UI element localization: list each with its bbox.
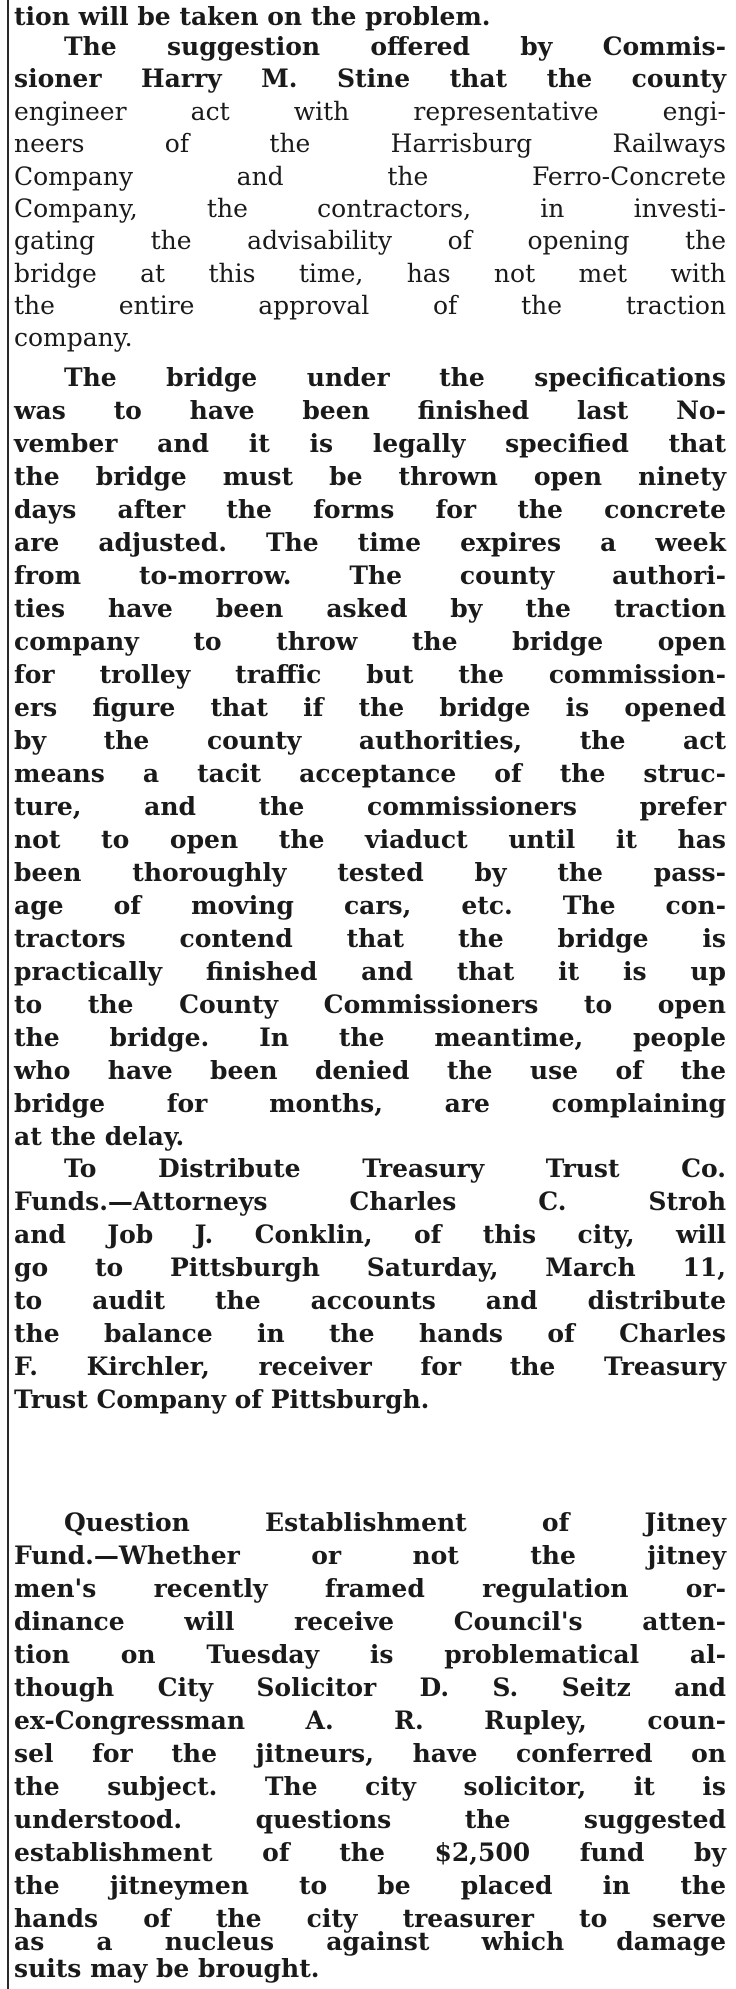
article-line: ers figure that if the bridge is opened (14, 693, 726, 722)
article-line: go to Pittsburgh Saturday, March 11, (14, 1253, 726, 1282)
article-line: understood. questions the suggested (14, 1805, 726, 1834)
article-line: The suggestion offered by Commis- (64, 32, 726, 61)
article-line: suits may be brought. (14, 1954, 320, 1983)
article-line: neers of the Harrisburg Railways (14, 129, 726, 158)
article-line: means a tacit acceptance of the struc- (14, 759, 726, 788)
article-line: for trolley traffic but the commission- (14, 660, 726, 689)
article-line: The bridge under the specifications (64, 363, 726, 392)
article-line: Fund.—Whether or not the jitney (14, 1541, 726, 1570)
article-line: tractors contend that the bridge is (14, 924, 726, 953)
article-line: dinance will receive Council's atten- (14, 1607, 726, 1636)
article-line: age of moving cars, etc. The con- (14, 891, 726, 920)
article-line: are adjusted. The time expires a week (14, 528, 726, 557)
article-line: F. Kirchler, receiver for the Treasury (14, 1352, 726, 1381)
article-line: Company, the contractors, in investi- (14, 194, 726, 223)
article-line: the bridge. In the meantime, people (14, 1023, 726, 1052)
article-line: sioner Harry M. Stine that the county (14, 64, 726, 93)
article-line: bridge at this time, has not met with (14, 259, 726, 288)
column-rule (7, 0, 9, 1989)
article-line: vember and it is legally specified that (14, 429, 726, 458)
article-line: though City Solicitor D. S. Seitz and (14, 1673, 726, 1702)
article-line: To Distribute Treasury Trust Co. (64, 1154, 726, 1183)
article-line: at the delay. (14, 1122, 185, 1151)
article-line: the bridge must be thrown open ninety (14, 462, 726, 491)
article-line: gating the advisability of opening the (14, 226, 726, 255)
article-line: and Job J. Conklin, of this city, will (14, 1220, 726, 1249)
article-line: the entire approval of the traction (14, 291, 726, 320)
article-line: company to throw the bridge open (14, 627, 726, 656)
article-line: the balance in the hands of Charles (14, 1319, 726, 1348)
article-line: engineer act with representative engi- (14, 97, 726, 126)
article-line: the subject. The city solicitor, it is (14, 1772, 726, 1801)
article-line: men's recently framed regulation or- (14, 1574, 726, 1603)
article-line: not to open the viaduct until it has (14, 825, 726, 854)
article-line: to audit the accounts and distribute (14, 1286, 726, 1315)
article-line: establishment of the $2,500 fund by (14, 1838, 726, 1867)
article-line: ture, and the commissioners prefer (14, 792, 726, 821)
article-line: ex-Congressman A. R. Rupley, coun- (14, 1706, 726, 1735)
article-line: tion on Tuesday is problematical al- (14, 1640, 726, 1669)
article-line: ties have been asked by the traction (14, 594, 726, 623)
article-line: been thoroughly tested by the pass- (14, 858, 726, 887)
article-line: from to-morrow. The county authori- (14, 561, 726, 590)
article-line: Trust Company of Pittsburgh. (14, 1385, 430, 1414)
article-line: hands of the city treasurer to serve (14, 1904, 726, 1933)
article-line: sel for the jitneurs, have conferred on (14, 1739, 726, 1768)
article-line: days after the forms for the concrete (14, 495, 726, 524)
article-line: as a nucleus against which damage (14, 1927, 726, 1956)
article-line: practically finished and that it is up (14, 957, 726, 986)
article-line: Funds.—Attorneys Charles C. Stroh (14, 1187, 726, 1216)
article-line: bridge for months, are complaining (14, 1089, 726, 1118)
article-line: the jitneymen to be placed in the (14, 1871, 726, 1900)
article-line: tion will be taken on the problem. (14, 2, 491, 31)
article-line: company. (14, 323, 133, 352)
article-line: Company and the Ferro-Concrete (14, 162, 726, 191)
article-line: who have been denied the use of the (14, 1056, 726, 1085)
article-line: to the County Commissioners to open (14, 990, 726, 1019)
article-line: by the county authorities, the act (14, 726, 726, 755)
article-line: was to have been finished last No- (14, 396, 726, 425)
article-line: Question Establishment of Jitney (64, 1508, 726, 1537)
